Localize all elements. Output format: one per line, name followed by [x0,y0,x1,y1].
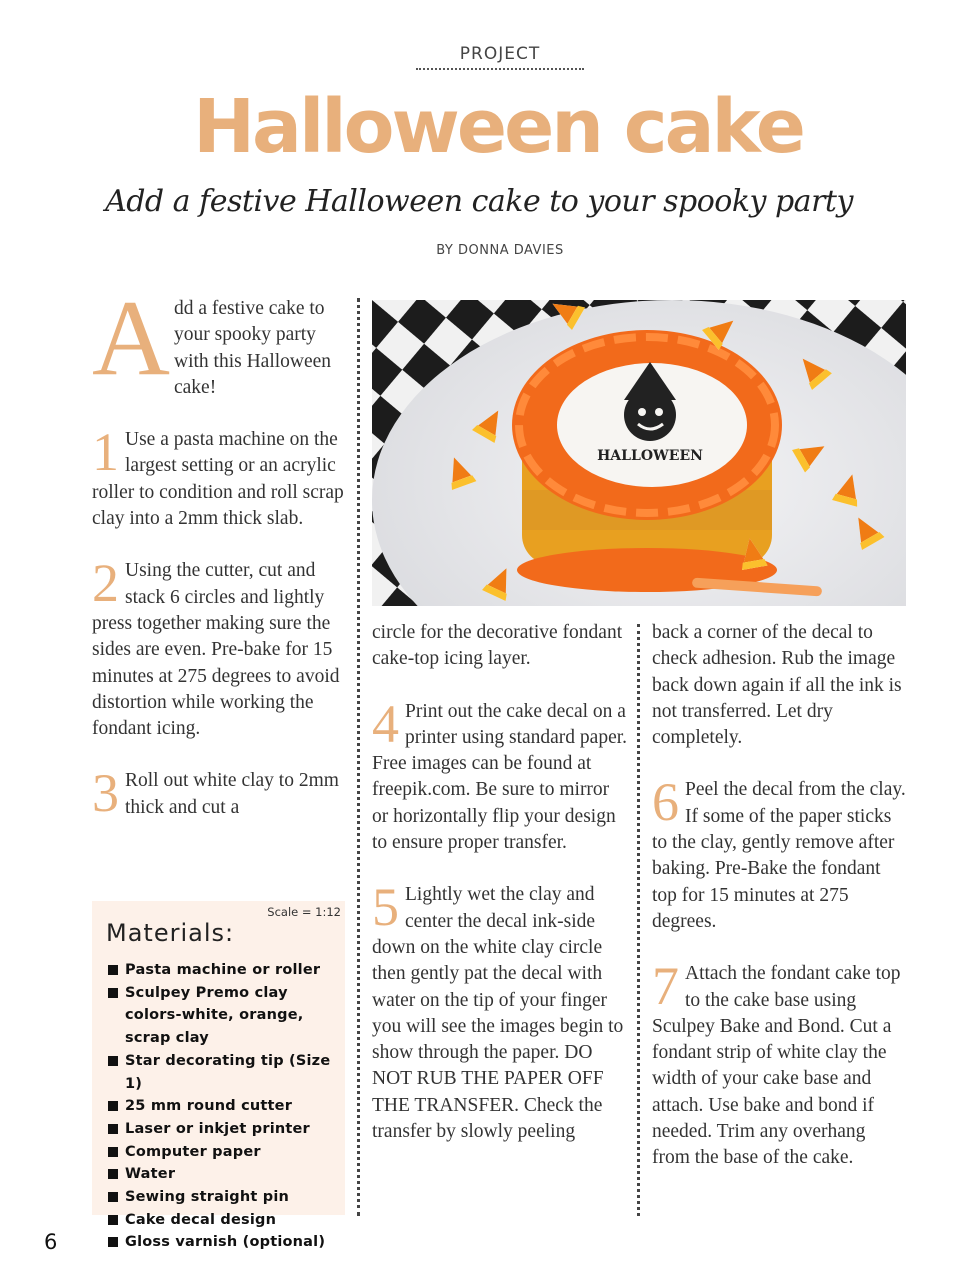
column-divider [637,624,640,1216]
materials-box [92,901,345,1251]
cake-illustration [372,300,906,606]
step-number: 3 [92,763,119,824]
material-item: Pasta machine or roller [108,959,342,982]
step-4 [372,693,628,857]
step-3-continued [372,620,628,673]
column-divider [357,298,360,1216]
byline: BY DONNA DAVIES [436,243,564,258]
step-text: Use a pasta machine on the largest setting or an acrylic roller to condition and roll scrap clay into a 2mm thick slab. [92,429,344,530]
article-subtitle: Add a festive Halloween cake to your spooky party [105,184,853,219]
step-text: Using the cutter, cut and stack 6 circles and lightly press together making sure the sides are even. Pre-bake for 15 minutes at 275 degrees to avoid distortion while working the fondant icing. [92,560,340,740]
step-text: Roll out white clay to 2mm thick and cut a [125,770,339,818]
step-text: Lightly wet the clay and center the decal ink-side down on the white clay circle then gently pat the decal with water on the tip of your finger you will see the images begin to show through the paper. DO NOT RUB THE PAPER OFF THE TRANSFER. Check the transfer by slowly peeling [372,884,624,1143]
material-item: Laser or inkjet printer [108,1118,342,1141]
step-2 [92,553,348,742]
step-text: back a corner of the decal to check adhesion. Rub the image back down again if all the ink is not transferred. Let dry completely. [652,622,902,749]
scale-label: Scale = 1:12 [267,905,341,919]
step-number: 5 [372,877,399,938]
materials-title: Materials: [106,919,235,947]
drop-cap: A [92,279,170,398]
step-text: Print out the cake decal on a printer using standard paper. Free images can be found at freepik.com. Be sure to mirror or horizontally flip your design to ensure proper transfer. [372,700,628,854]
kicker-underline [416,68,584,70]
step-number: 4 [372,693,399,754]
article-title: Halloween cake [193,84,803,170]
material-item: Sewing straight pin [108,1186,342,1209]
step-3 [92,763,348,824]
step-number: 2 [92,553,119,614]
cake-photo [372,300,906,606]
step-6 [652,772,908,935]
column-3 [652,620,908,1172]
kicker: PROJECT [459,44,541,64]
materials-list [108,959,342,1254]
page-number: 6 [44,1230,58,1254]
material-item: 25 mm round cutter [108,1095,342,1118]
material-item: Cake decal design [108,1209,342,1232]
intro-paragraph [92,279,348,401]
material-item: Star decorating tip (Size 1) [108,1050,342,1095]
decal-text: HALLOWEEN [597,448,703,464]
step-text: Attach the fondant cake top to the cake base using Sculpey Bake and Bond. Cut a fondant strip of white clay the width of your cake base and attach. Use bake and bond if needed. Trim any overhang from the base of the cake. [652,963,901,1169]
intro-text: dd a festive cake to your spooky party with this Halloween cake! [174,298,332,398]
step-5-continued [652,620,908,751]
column-1 [92,279,348,824]
step-5 [372,877,628,1145]
column-2 [372,620,628,1145]
material-item: Computer paper [108,1141,342,1164]
step-number: 7 [652,956,679,1017]
material-item: Gloss varnish (optional) [108,1231,342,1254]
step-text: circle for the decorative fondant cake-top icing layer. [372,622,623,670]
step-7 [652,956,908,1171]
step-number: 1 [92,422,119,483]
step-text: Peel the decal from the clay. If some of the paper sticks to the clay, gently remove after baking. Pre-Bake the fondant top for 15 minutes at 275 degrees. [652,779,906,932]
material-item: Sculpey Premo clay colors-white, orange, scrap clay [108,982,342,1050]
material-item: Water [108,1163,342,1186]
step-1 [92,422,348,532]
step-number: 6 [652,772,679,833]
